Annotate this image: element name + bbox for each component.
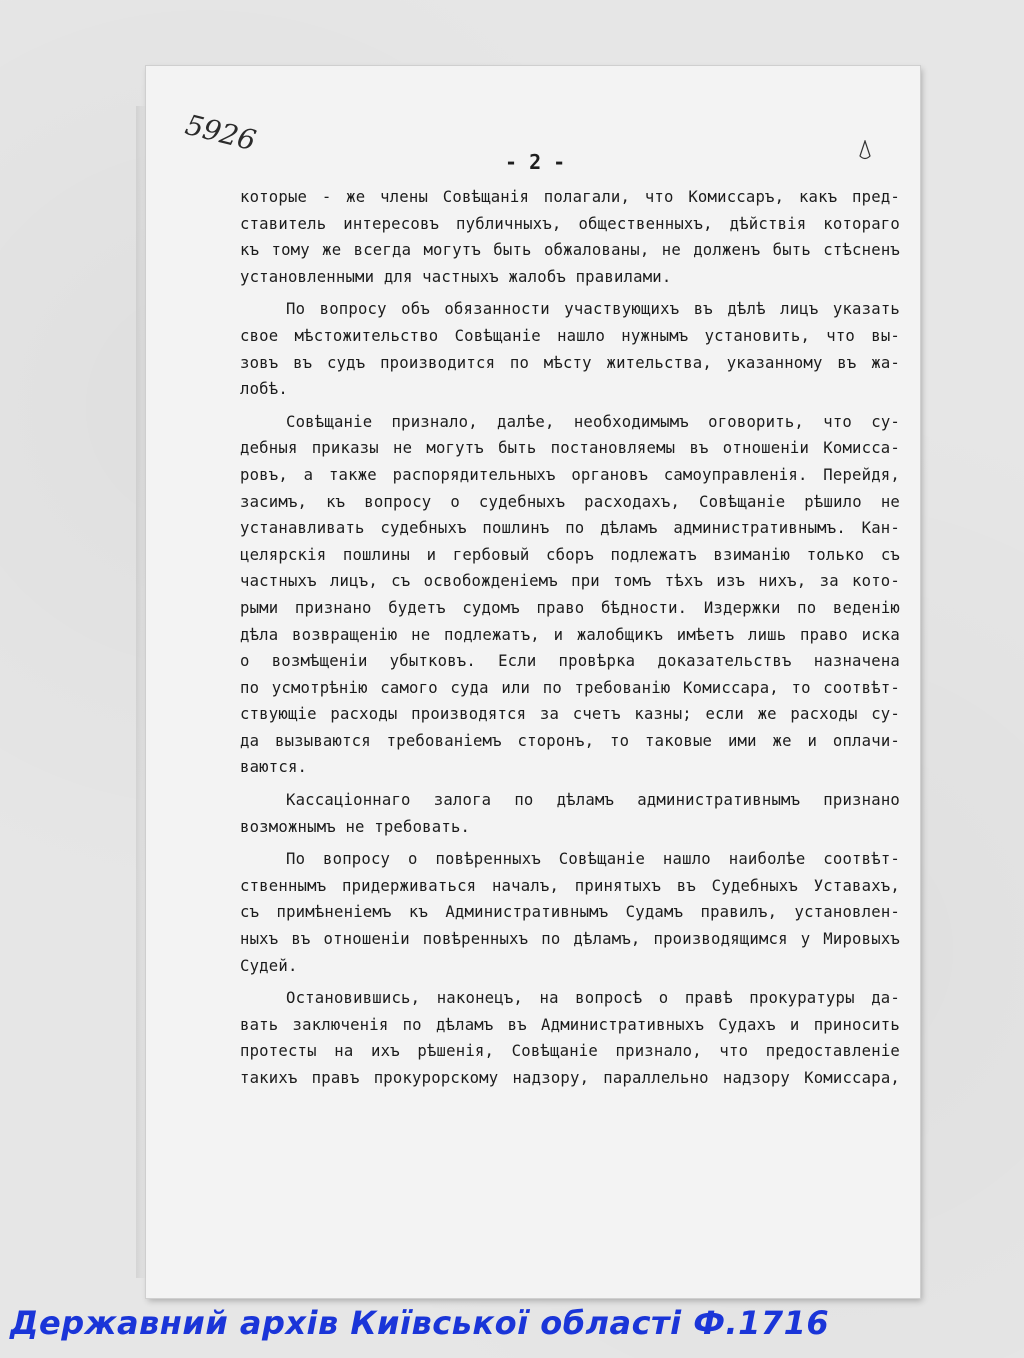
text-line: По вопросу объ обязанности участвующихъ въ дѣлѣ лицъ указать xyxy=(286,300,900,319)
text-line: вать заключенія по дѣламъ въ Административныхъ Судахъ и приносить xyxy=(240,1015,900,1034)
archive-caption: Державний архів Київської області Ф.1716 xyxy=(10,1304,830,1342)
text-line: дѣла возвращенію не подлежатъ, и жалобщикъ имѣетъ лишь право иска xyxy=(240,625,900,644)
text-line: которые - же члены Совѣщанія полагали, что Комиссаръ, какъ пред- xyxy=(240,188,900,206)
text-line: Остановившись, наконецъ, на вопросѣ о правѣ прокуратуры да- xyxy=(286,989,900,1008)
text-line: лобѣ. xyxy=(240,380,288,399)
document-body xyxy=(240,184,900,1098)
paragraph xyxy=(240,846,900,979)
paragraph xyxy=(240,409,900,781)
text-line: целярскія пошлины и гербовый сборъ подлежатъ взиманію только съ xyxy=(240,545,900,564)
text-line: Совѣщаніе признало, далѣе, необходимымъ оговорить, что су- xyxy=(286,412,900,431)
text-line: дебныя приказы не могутъ быть постановляемы въ отношеніи Комисса- xyxy=(240,439,900,458)
text-line: возможнымъ не требовать. xyxy=(240,817,471,836)
text-line: къ тому же всегда могутъ быть обжалованы, не долженъ быть стѣсненъ xyxy=(240,241,900,260)
text-line: съ примѣненіемъ къ Административнымъ Судамъ правилъ, установлен- xyxy=(240,903,900,922)
text-line: ственнымъ придерживаться началъ, принятыхъ въ Судебныхъ Уставахъ, xyxy=(240,876,900,895)
text-line: установленными для частныхъ жалобъ правилами. xyxy=(240,267,672,286)
text-line: Кассаціоннаго залога по дѣламъ административнымъ признано xyxy=(286,791,900,810)
page-corner-mark xyxy=(858,140,872,162)
text-line: ровъ, а также распорядительныхъ органовъ самоуправленія. Перейдя, xyxy=(240,465,900,484)
text-line: рыми признано будетъ судомъ право бѣдности. Издержки по веденію xyxy=(240,598,900,617)
text-line: ныхъ въ отношеніи повѣренныхъ по дѣламъ, производящимся у Мировыхъ xyxy=(240,930,900,949)
text-line: по усмотрѣнію самого суда или по требованію Комиссара, то соотвѣт- xyxy=(240,678,900,697)
text-line: свое мѣстожительство Совѣщаніе нашло нужнымъ установить, что вы- xyxy=(240,326,900,345)
text-line: устанавливать судебныхъ пошлинъ по дѣламъ административнымъ. Кан- xyxy=(240,519,900,538)
text-line: да вызываются требованіемъ сторонъ, то таковые ими же и оплачи- xyxy=(240,731,900,750)
text-line: ствующіе расходы производятся за счетъ казны; если же расходы су- xyxy=(240,705,900,724)
paragraph xyxy=(240,985,900,1091)
handwritten-archive-number: 5926 xyxy=(182,108,260,158)
text-line: Судей. xyxy=(240,956,298,975)
text-line: о возмѣщеніи убытковъ. Если провѣрка доказательствъ назначена xyxy=(240,652,900,671)
paragraph xyxy=(240,184,900,290)
text-line: ваются. xyxy=(240,758,308,777)
text-line: По вопросу о повѣренныхъ Совѣщаніе нашло наиболѣе соотвѣт- xyxy=(286,850,900,869)
paragraph xyxy=(240,296,900,402)
text-line: зовъ въ судъ производится по мѣсту жительства, указанному въ жа- xyxy=(240,353,900,372)
text-line: засимъ, къ вопросу о судебныхъ расходахъ, Совѣщаніе рѣшило не xyxy=(240,492,900,511)
text-line: протесты на ихъ рѣшенія, Совѣщаніе признало, что предоставленіе xyxy=(240,1042,900,1061)
paragraph xyxy=(240,787,900,840)
page-number: - 2 - xyxy=(505,150,566,174)
text-line: такихъ правъ прокурорскому надзору, параллельно надзору Комиссара, xyxy=(240,1069,900,1087)
text-line: ставитель интересовъ публичныхъ, общественныхъ, дѣйствія котораго xyxy=(240,214,900,233)
text-line: частныхъ лицъ, съ освобожденіемъ при томъ тѣхъ изъ нихъ, за кото- xyxy=(240,572,900,591)
